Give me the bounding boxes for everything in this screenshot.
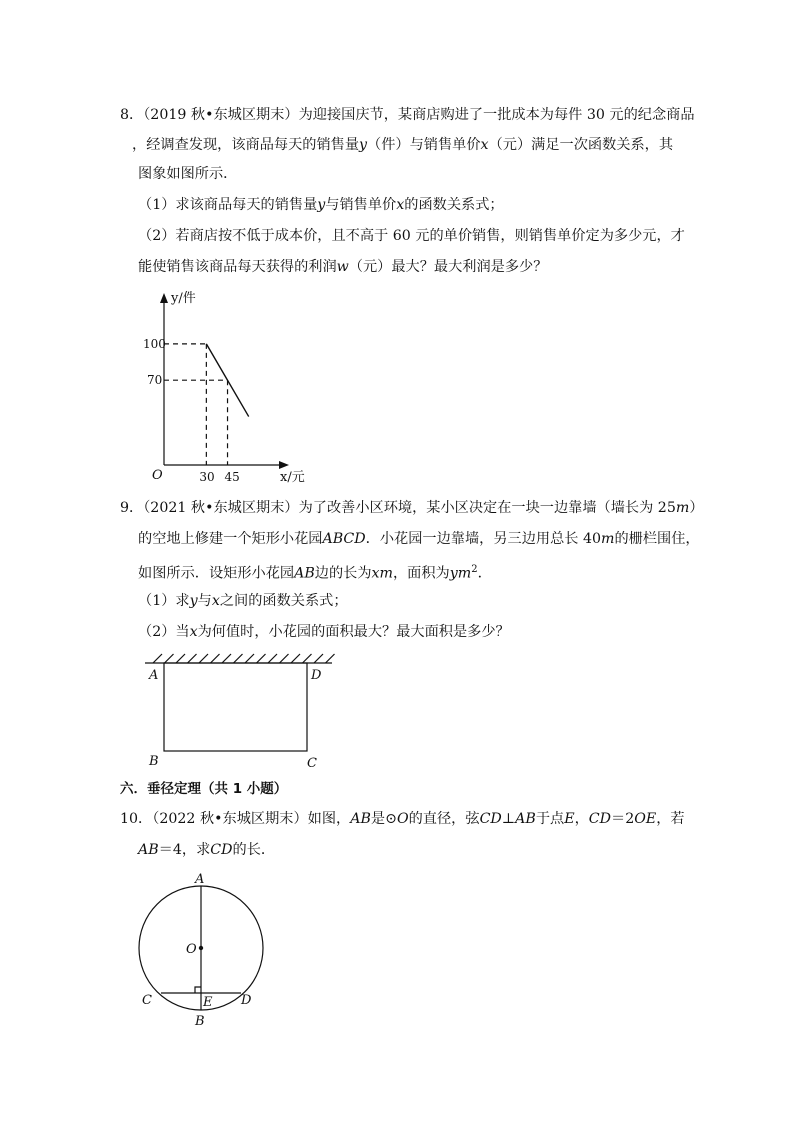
wall-hatching [153, 654, 335, 663]
wall-hatch-stroke [222, 654, 231, 663]
wall-hatch-stroke [257, 654, 266, 663]
q10-number: 10． [120, 811, 153, 827]
wall-hatch-stroke [234, 654, 243, 663]
circle-label-e: E [203, 995, 213, 1010]
q9-part1: （1）求y与x之间的函数关系式； [138, 593, 348, 609]
q8-number: 8． [120, 107, 144, 123]
circle-label-o: O [186, 942, 197, 957]
q9-part2: （2）当x为何值时，小花园的面积最大？最大面积是多少？ [138, 624, 510, 640]
y-tick-70: 70 [147, 373, 163, 388]
q8-part1: （1）求该商品每天的销售量y与销售单价x的函数关系式； [138, 197, 504, 213]
q8-line1: 8．（2019 秋•东城区期末）为迎接国庆节，某商店购进了一批成本为每件 30 元的纪念商品 [120, 107, 695, 123]
series-line [206, 344, 248, 417]
wall-hatch-stroke [188, 654, 197, 663]
wall-hatch-stroke [303, 654, 312, 663]
q9-line2: 的空地上修建一个矩形小花园ABCD．小花园一边靠墙，另三边用总长 40m的栅栏围住， [138, 531, 700, 547]
x-axis-label: x/元 [280, 470, 305, 485]
wall-hatch-stroke [199, 654, 208, 663]
garden-label-b: B [149, 754, 159, 769]
wall-hatch-stroke [326, 654, 335, 663]
wall-hatch-stroke [153, 654, 162, 663]
origin-label: O [152, 468, 163, 483]
wall-hatch-stroke [211, 654, 220, 663]
q8-part2-line2: 能使销售该商品每天获得的利润w（元）最大？最大利润是多少？ [138, 259, 548, 275]
circle-o [139, 886, 263, 1010]
q8-line2: ，经调查发现，该商品每天的销售量y（件）与销售单价x（元）满足一次函数关系，其 [132, 137, 674, 153]
y-tick-100: 100 [143, 336, 166, 351]
wall-hatch-stroke [245, 654, 254, 663]
q8-line3: 图象如图所示． [138, 166, 238, 182]
x-tick-45: 45 [224, 470, 240, 484]
q9-line3: 如图所示．设矩形小花园AB边的长为xm，面积为$ym^2$． [138, 564, 492, 582]
q9-source: （2021 秋•东城区期末） [143, 500, 299, 516]
center-point [199, 946, 203, 950]
right-angle-mark [195, 987, 201, 993]
wall-hatch-stroke [165, 654, 174, 663]
wall-hatch-stroke [314, 654, 323, 663]
circle-label-c: C [142, 993, 152, 1008]
y-axis-arrow [160, 293, 168, 303]
circle-label-d: D [241, 993, 252, 1008]
x-tick-30: 30 [199, 470, 215, 484]
garden-label-a: A [149, 668, 159, 683]
q10-line1: 10．（2022 秋•东城区期末）如图，AB是⊙O的直径，弦CD⊥AB于点E，CD＝2OE，若 [120, 811, 685, 827]
q9-line1: 9．（2021 秋•东城区期末）为了改善小区环境，某小区决定在一块一边靠墙（墙长为 25m） [120, 500, 704, 516]
q8-source: （2019 秋•东城区期末） [143, 107, 299, 123]
q10-source: （2022 秋•东城区期末） [152, 811, 308, 827]
y-axis-label: y/件 [171, 291, 196, 306]
q8-part2-line1: （2）若商店按不低于成本价，且不高于 60 元的单价销售，则销售单价定为多少元，才 [138, 228, 685, 244]
q9-number: 9． [120, 500, 144, 516]
wall-hatch-stroke [280, 654, 289, 663]
garden-label-c: C [307, 756, 317, 771]
wall-hatch-stroke [291, 654, 300, 663]
garden-rectangle [164, 663, 307, 751]
circle-label-b: B [195, 1014, 205, 1029]
circle-label-a: A [195, 872, 205, 887]
garden-label-d: D [311, 668, 322, 683]
x-axis-arrow [279, 461, 289, 469]
section-6-title: 六．垂径定理（共 1 小题） [120, 781, 288, 797]
wall-hatch-stroke [268, 654, 277, 663]
wall-hatch-stroke [176, 654, 185, 663]
q10-line2: AB＝4，求CD的长． [138, 842, 276, 858]
